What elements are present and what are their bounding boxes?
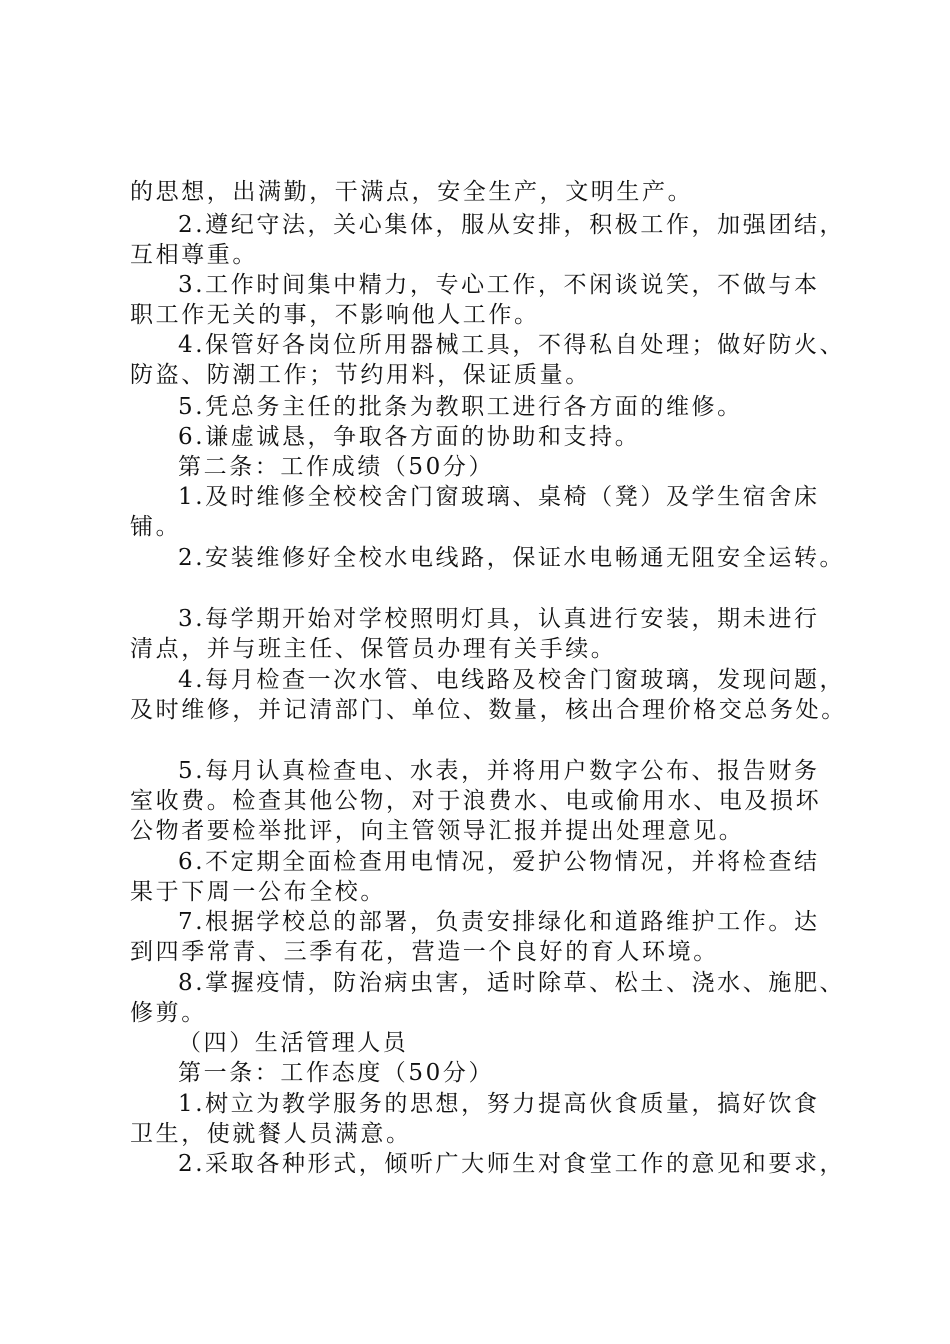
section-heading: 第一条：工作态度（50分） [178, 1060, 495, 1086]
text-line: 修剪。 [130, 1000, 207, 1026]
text-line: 职工作无关的事，不影响他人工作。 [130, 302, 540, 328]
text-line: 4.每月检查一次水管、电线路及校舍门窗玻璃，发现问题， [178, 667, 846, 693]
text-line: 2.安装维修好全校水电线路，保证水电畅通无阻安全运转。 [178, 545, 846, 571]
text-line: 3.每学期开始对学校照明灯具，认真进行安装，期未进行 [178, 606, 820, 632]
text-line: 2.遵纪守法，关心集体，服从安排，积极工作，加强团结， [178, 212, 846, 238]
text-line: 1.树立为教学服务的思想，努力提高伙食质量，搞好饮食 [178, 1091, 820, 1117]
text-line: 的思想，出满勤，干满点，安全生产，文明生产。 [130, 179, 694, 205]
text-line: 6.谦虚诚恳，争取各方面的协助和支持。 [178, 424, 641, 450]
text-line: 防盗、防潮工作；节约用料，保证质量。 [130, 362, 591, 388]
text-line: 铺。 [130, 514, 182, 540]
text-line: 到四季常青、三季有花，营造一个良好的育人环境。 [130, 939, 719, 965]
section-heading: （四）生活管理人员 [178, 1030, 409, 1056]
text-line: 1.及时维修全校校舍门窗玻璃、桌椅（凳）及学生宿舍床 [178, 484, 820, 510]
text-line: 6.不定期全面检查用电情况，爱护公物情况，并将检查结 [178, 849, 820, 875]
text-line: 5.凭总务主任的批条为教职工进行各方面的维修。 [178, 394, 743, 420]
text-line: 及时维修，并记清部门、单位、数量，核出合理价格交总务处。 [130, 697, 847, 723]
text-line: 4.保管好各岗位所用器械工具，不得私自处理；做好防火、 [178, 332, 846, 358]
text-line: 果于下周一公布全校。 [130, 879, 386, 905]
section-heading: 第二条：工作成绩（50分） [178, 454, 495, 480]
text-line: 卫生，使就餐人员满意。 [130, 1121, 412, 1147]
text-line: 清点，并与班主任、保管员办理有关手续。 [130, 636, 617, 662]
text-line: 3.工作时间集中精力，专心工作，不闲谈说笑，不做与本 [178, 272, 820, 298]
text-line: 室收费。检查其他公物，对于浪费水、电或偷用水、电及损坏 [130, 788, 822, 814]
text-line: 2.采取各种形式，倾听广大师生对食堂工作的意见和要求， [178, 1151, 846, 1177]
text-line: 公物者要检举批评，向主管领导汇报并提出处理意见。 [130, 818, 745, 844]
text-line: 8.掌握疫情，防治病虫害，适时除草、松土、浇水、施肥、 [178, 970, 846, 996]
text-line: 5.每月认真检查电、水表，并将用户数字公布、报告财务 [178, 758, 820, 784]
text-line: 互相尊重。 [130, 242, 258, 268]
text-line: 7.根据学校总的部署，负责安排绿化和道路维护工作。达 [178, 909, 820, 935]
